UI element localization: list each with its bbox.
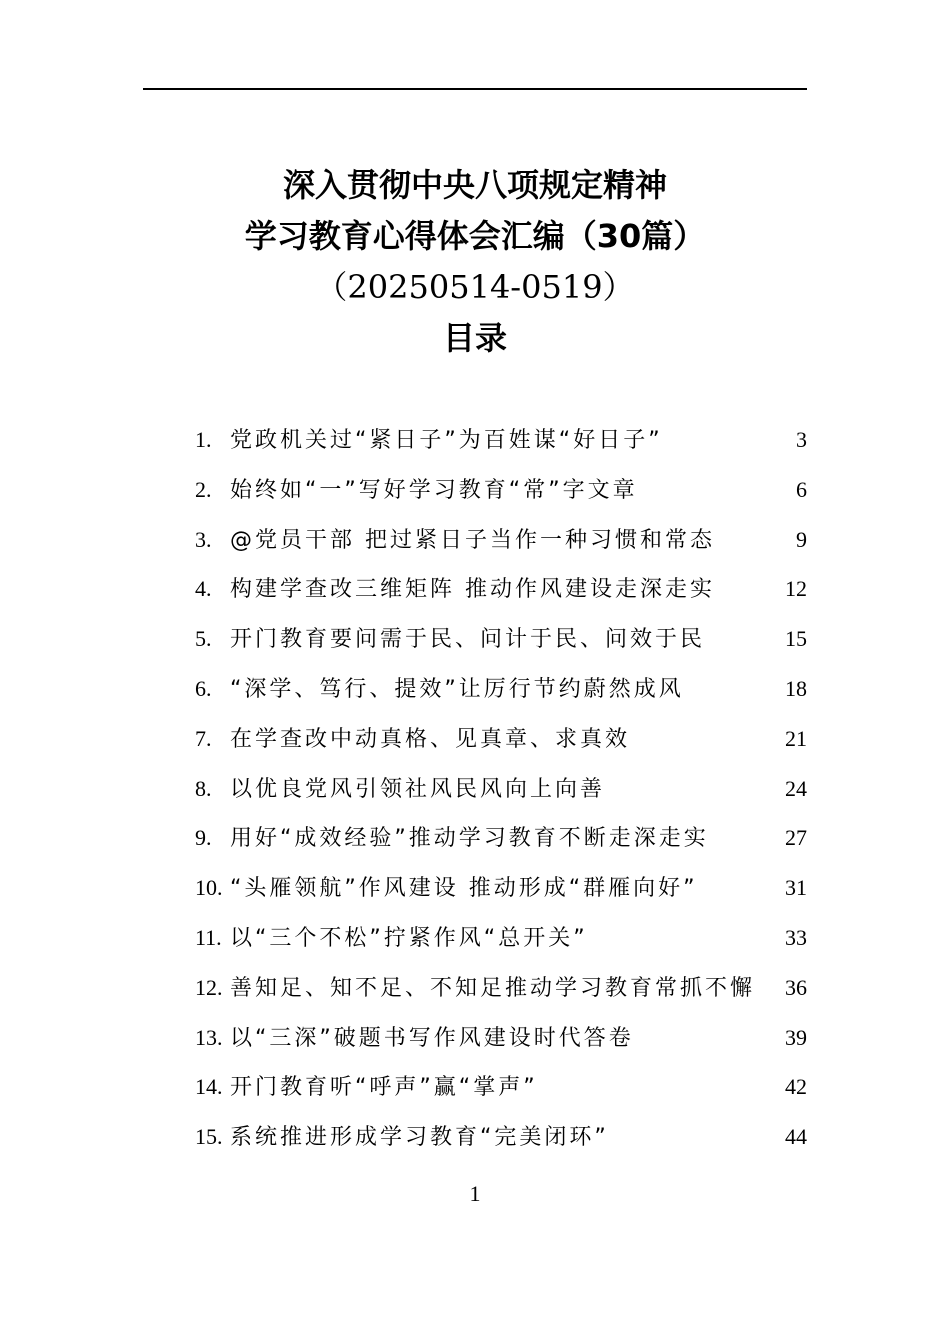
toc-entry-page: 15 [785,626,807,652]
toc-entry-number: 7. [195,725,212,751]
header-rule [143,88,807,90]
toc-entry-page: 31 [785,875,807,901]
toc-entry-title: 善知足、知不足、不知足推动学习教育常抓不懈 [230,975,756,1001]
toc-entry-number: 14. [195,1074,223,1100]
toc-entry-number: 1. [195,427,212,452]
toc-entry-number: 8. [195,775,212,801]
toc-entry[interactable] [195,1112,807,1162]
toc-entry[interactable] [195,764,807,814]
toc-entry-number: 2. [195,476,212,502]
toc-entry-title: 开门教育听“呼声”赢“掌声” [230,1075,538,1101]
toc-entry-page: 36 [785,974,807,1000]
toc-entry-title: 在学查改中动真格、见真章、求真效 [230,726,631,752]
toc-entry-number: 4. [195,576,212,602]
toc-entry-number: 3. [195,526,212,552]
document-title-line-1: 深入贯彻中央八项规定精神 [282,166,667,204]
toc-entry-title: @党员干部 把过紧日子当作一种习惯和常态 [230,527,715,553]
toc-entry[interactable] [195,515,807,565]
toc-entry[interactable] [195,614,807,664]
toc-entry-title: 党政机关过“紧日子”为百姓谋“好日子” [230,428,663,453]
toc-entry-page: 27 [785,825,807,851]
toc-entry[interactable] [195,813,807,863]
toc-entry-title: 以“三个不松”拧紧作风“总开关” [230,925,588,951]
toc-entry-number: 11. [195,924,222,950]
toc-entry-page: 9 [796,526,807,552]
toc-entry-page: 18 [785,675,807,701]
toc-entry[interactable] [195,714,807,764]
toc-entry-title: 系统推进形成学习教育“完美闭环” [230,1125,609,1151]
toc-entry[interactable] [195,564,807,614]
document-title-line-2: 学习教育心得体会汇编（30篇） [244,217,706,255]
toc-entry-page: 44 [785,1124,807,1150]
toc-entry-page: 21 [785,725,807,751]
toc-entry-title: “头雁领航”作风建设 推动形成“群雁向好” [230,876,698,902]
toc-entry-title: “深学、笃行、提效”让厉行节约蔚然成风 [230,676,684,702]
toc-entry-page: 42 [785,1074,807,1100]
toc-entry-page: 39 [785,1024,807,1050]
toc-entry-number: 10. [195,875,223,901]
toc-entry[interactable] [195,465,807,515]
toc-entry-number: 15. [195,1124,223,1150]
page-number: 1 [469,1181,481,1206]
toc-entry-page: 3 [796,427,807,452]
toc-entry-title: 以“三深”破题书写作风建设时代答卷 [230,1025,634,1051]
toc-entry-number: 13. [195,1024,223,1050]
toc-entry-page: 24 [785,775,807,801]
toc-entry-page: 6 [796,476,807,502]
toc-entry-title: 用好“成效经验”推动学习教育不断走深走实 [230,826,709,852]
table-of-contents [195,415,807,1162]
toc-entry[interactable] [195,863,807,913]
toc-entry[interactable] [195,1013,807,1063]
toc-entry[interactable] [195,913,807,963]
toc-heading: 目录 [442,319,507,357]
toc-entry[interactable] [195,963,807,1013]
toc-entry-title: 构建学查改三维矩阵 推动作风建设走深走实 [230,577,715,603]
document-date-range: （20250514-0519） [315,268,635,306]
toc-entry-page: 12 [785,576,807,602]
toc-entry-number: 12. [195,974,223,1000]
toc-entry-title: 开门教育要问需于民、问计于民、问效于民 [230,627,706,653]
toc-entry-number: 9. [195,825,212,851]
document-title-block [0,160,950,364]
toc-entry[interactable] [195,1062,807,1112]
toc-entry-title: 以优良党风引领社风民风向上向善 [230,776,606,802]
toc-entry-number: 5. [195,626,212,652]
toc-entry-page: 33 [785,924,807,950]
toc-entry[interactable] [195,664,807,714]
toc-entry[interactable] [195,415,807,465]
toc-entry-title: 始终如“一”写好学习教育“常”字文章 [230,477,638,503]
toc-entry-number: 6. [195,675,212,701]
